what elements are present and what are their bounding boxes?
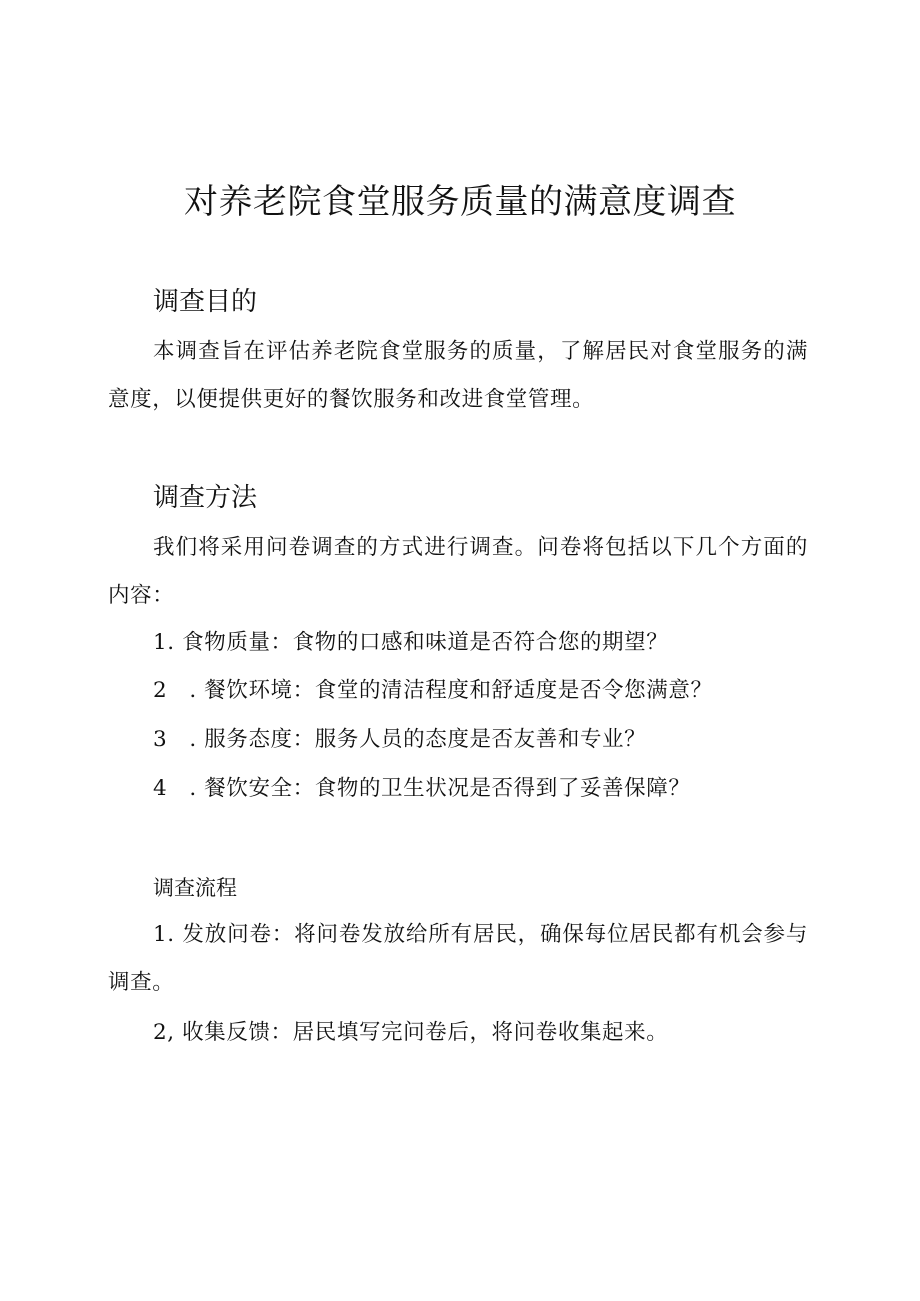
method-list-item: 2 . 餐饮环境：食堂的清洁程度和舒适度是否令您满意？ bbox=[153, 678, 713, 703]
method-list-item: 3 . 服务态度：服务人员的态度是否友善和专业？ bbox=[153, 727, 647, 752]
method-paragraph: 我们将采用问卷调查的方式进行调查。问卷将包括以下几个方面的内容： bbox=[108, 535, 808, 608]
process-list-item: 2, 收集反馈：居民填写完问卷后，将问卷收集起来。 bbox=[153, 1020, 669, 1045]
process-list-item: 1. 发放问卷：将问卷发放给所有居民，确保每位居民都有机会参与调查。 bbox=[108, 922, 808, 995]
document-title: 对养老院食堂服务质量的满意度调查 bbox=[184, 182, 736, 222]
purpose-paragraph: 本调查旨在评估养老院食堂服务的质量，了解居民对食堂服务的满意度，以便提供更好的餐饮服务和改进食堂管理。 bbox=[108, 339, 808, 412]
method-list-item: 4 . 餐饮安全：食物的卫生状况是否得到了妥善保障？ bbox=[153, 776, 691, 801]
method-list-item: 1. 食物质量：食物的口感和味道是否符合您的期望？ bbox=[153, 630, 669, 655]
section-heading-purpose: 调查目的 bbox=[153, 287, 258, 317]
section-heading-process: 调查流程 bbox=[153, 876, 237, 900]
section-heading-method: 调查方法 bbox=[153, 483, 258, 513]
